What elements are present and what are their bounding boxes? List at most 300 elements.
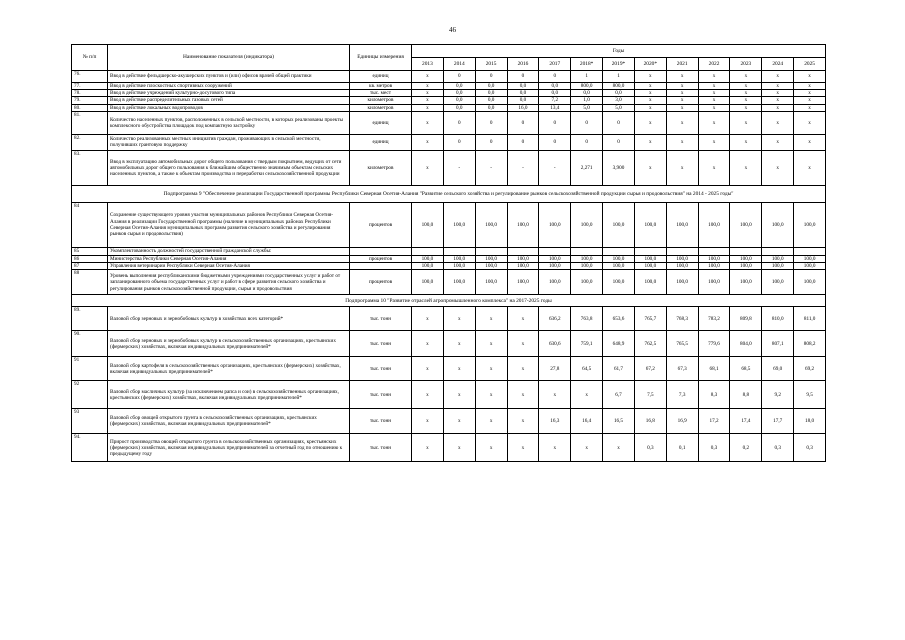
value-cell: 100,0: [698, 263, 730, 270]
value-cell: x: [634, 90, 666, 97]
value-cell: x: [634, 134, 666, 150]
value-cell: [443, 247, 475, 255]
value-cell: 0,0: [475, 83, 507, 90]
value-cell: 763,8: [571, 307, 603, 331]
value-cell: 61,7: [603, 357, 635, 381]
value-cell: x: [412, 307, 444, 331]
value-cell: [794, 247, 826, 255]
header-year: 2022: [698, 58, 730, 71]
value-cell: x: [730, 97, 762, 104]
value-cell: x: [443, 434, 475, 462]
unit-cell: тыс. тонн: [350, 307, 412, 331]
indicator-name: Сохранение существующего уровня участия муниципальных районов Республики Северная Осетия-Алания в реализации Государственной программы (наличие в муниципальных районах Республики Северная Осетия-Алания муниципальных программ развития сельского хозяйства и регулирования рынков сырья и продовольствия): [108, 202, 350, 247]
header-year: 2017: [539, 58, 571, 71]
header-year: 2014: [443, 58, 475, 71]
value-cell: x: [762, 71, 794, 83]
value-cell: 68,5: [730, 357, 762, 381]
table-row: [72, 381, 826, 409]
unit-cell: километров: [350, 150, 412, 185]
value-cell: 5,0: [603, 104, 635, 111]
unit-cell: [350, 247, 412, 255]
value-cell: x: [603, 434, 635, 462]
row-number: 86: [72, 255, 108, 262]
value-cell: x: [443, 307, 475, 331]
value-cell: 100,0: [507, 202, 539, 247]
value-cell: x: [507, 409, 539, 434]
value-cell: [507, 247, 539, 255]
value-cell: 6,7: [603, 381, 635, 409]
value-cell: -: [539, 150, 571, 185]
unit-cell: процентов: [350, 270, 412, 295]
value-cell: x: [794, 83, 826, 90]
unit-cell: километров: [350, 97, 412, 104]
value-cell: 0,0: [443, 97, 475, 104]
value-cell: x: [794, 90, 826, 97]
value-cell: x: [666, 90, 698, 97]
value-cell: 100,0: [698, 202, 730, 247]
value-cell: 768,3: [666, 307, 698, 331]
value-cell: 16,5: [603, 409, 635, 434]
value-cell: 17,7: [762, 409, 794, 434]
value-cell: x: [475, 357, 507, 381]
value-cell: 0,0: [603, 90, 635, 97]
value-cell: x: [412, 357, 444, 381]
unit-cell: тыс. тонн: [350, 434, 412, 462]
value-cell: [634, 247, 666, 255]
value-cell: 16,9: [666, 409, 698, 434]
indicator-name: Валовой сбор овощей открытого грунта в сельскохозяйственных организациях, крестьянских (фермерских) хозяйствах, включая индивидуальных предпринимателей*: [108, 409, 350, 434]
value-cell: 100,0: [475, 255, 507, 262]
value-cell: x: [507, 434, 539, 462]
value-cell: 1,0: [571, 97, 603, 104]
value-cell: 100,0: [698, 255, 730, 262]
row-number: 92: [72, 381, 108, 409]
value-cell: 0,0: [443, 83, 475, 90]
value-cell: 100,0: [412, 270, 444, 295]
header-year: 2021: [666, 58, 698, 71]
value-cell: x: [698, 111, 730, 134]
value-cell: 0,3: [634, 434, 666, 462]
header-year: 2019*: [603, 58, 635, 71]
value-cell: 765,5: [666, 331, 698, 357]
value-cell: 0: [475, 134, 507, 150]
value-cell: x: [762, 83, 794, 90]
value-cell: 9,5: [794, 381, 826, 409]
value-cell: x: [698, 97, 730, 104]
value-cell: 100,0: [794, 270, 826, 295]
value-cell: 16,8: [634, 409, 666, 434]
header-years-group: Годы: [412, 45, 826, 58]
unit-cell: тыс. тонн: [350, 357, 412, 381]
value-cell: 7,5: [634, 381, 666, 409]
value-cell: x: [539, 434, 571, 462]
value-cell: 0,1: [666, 434, 698, 462]
value-cell: 0,0: [475, 90, 507, 97]
indicator-name: Валовой сбор масличных культур (за исключением рапса и сои) в сельскохозяйственных организациях, крестьянских (фермерских) хозяйствах, включая индивидуальных предпринимателей*: [108, 381, 350, 409]
value-cell: x: [666, 97, 698, 104]
row-number: 78.: [72, 90, 108, 97]
value-cell: x: [634, 97, 666, 104]
indicator-name: Валовой сбор картофеля в сельскохозяйственных организациях, крестьянских (фермерских) хозяйствах, включая индивидуальных предпринимателей*: [108, 357, 350, 381]
value-cell: 3,900: [603, 150, 635, 185]
value-cell: 100,0: [571, 202, 603, 247]
value-cell: x: [475, 409, 507, 434]
indicator-name: Количество населенных пунктов, расположенных в сельской местности, в которых реализованы проекты комплексного обустройства площадок под компактную застройку: [108, 111, 350, 134]
value-cell: 100,0: [603, 255, 635, 262]
value-cell: 0: [539, 71, 571, 83]
table-row: [72, 104, 826, 111]
row-number: 76.: [72, 71, 108, 83]
value-cell: 100,0: [539, 270, 571, 295]
indicators-table: [71, 44, 826, 462]
value-cell: x: [794, 97, 826, 104]
table-row: [72, 97, 826, 104]
value-cell: 0,3: [762, 434, 794, 462]
value-cell: x: [666, 104, 698, 111]
value-cell: 100,0: [475, 202, 507, 247]
subprogram-row: [72, 185, 826, 202]
table-body: [72, 71, 826, 462]
value-cell: [412, 247, 444, 255]
indicator-name: Ввод в действие локальных водопроводов: [108, 104, 350, 111]
value-cell: 100,0: [762, 202, 794, 247]
value-cell: 648,9: [603, 331, 635, 357]
value-cell: x: [507, 307, 539, 331]
value-cell: x: [412, 104, 444, 111]
value-cell: 0,2: [730, 434, 762, 462]
unit-cell: тыс. мест: [350, 90, 412, 97]
value-cell: x: [794, 150, 826, 185]
indicator-name: Укомплектованность должностей государственной гражданской службы:: [108, 247, 350, 255]
table-row: [72, 270, 826, 295]
value-cell: 100,0: [412, 255, 444, 262]
table-row: [72, 134, 826, 150]
unit-cell: единиц: [350, 134, 412, 150]
value-cell: 811,0: [794, 307, 826, 331]
value-cell: [539, 247, 571, 255]
value-cell: 759,1: [571, 331, 603, 357]
value-cell: 653,6: [603, 307, 635, 331]
value-cell: 17,2: [698, 409, 730, 434]
value-cell: x: [698, 71, 730, 83]
value-cell: 100,0: [762, 263, 794, 270]
row-number: 82.: [72, 134, 108, 150]
value-cell: 804,0: [730, 331, 762, 357]
value-cell: 0,0: [571, 90, 603, 97]
value-cell: 765,7: [634, 307, 666, 331]
row-number: 89.: [72, 307, 108, 331]
unit-cell: единиц: [350, 71, 412, 83]
value-cell: [571, 247, 603, 255]
value-cell: 8,3: [698, 381, 730, 409]
value-cell: 5,0: [571, 104, 603, 111]
unit-cell: единиц: [350, 111, 412, 134]
table-row: [72, 90, 826, 97]
table-row: [72, 331, 826, 357]
value-cell: -: [475, 150, 507, 185]
value-cell: 0,0: [507, 97, 539, 104]
table-row: [72, 71, 826, 83]
row-number: 81.: [72, 111, 108, 134]
value-cell: 0,0: [507, 83, 539, 90]
value-cell: 1: [571, 71, 603, 83]
value-cell: x: [698, 134, 730, 150]
value-cell: 809,8: [730, 307, 762, 331]
value-cell: 69,0: [762, 357, 794, 381]
row-number: 85: [72, 247, 108, 255]
value-cell: x: [730, 134, 762, 150]
table-row: [72, 247, 826, 255]
table-row: [72, 307, 826, 331]
value-cell: 0,0: [443, 90, 475, 97]
value-cell: 100,0: [507, 263, 539, 270]
table-row: [72, 263, 826, 270]
value-cell: -: [443, 150, 475, 185]
value-cell: x: [412, 434, 444, 462]
value-cell: [698, 247, 730, 255]
value-cell: 100,0: [603, 263, 635, 270]
unit-cell: процентов: [350, 255, 412, 262]
value-cell: 16,0: [507, 104, 539, 111]
value-cell: x: [634, 83, 666, 90]
value-cell: 27,8: [539, 357, 571, 381]
table-row: [72, 83, 826, 90]
indicator-name: Ввод в эксплуатацию автомобильных дорог общего пользования с твердым покрытием, ведущих от сети автомобильных дорог общего пользования к ближайшим общественно значимым объектам сельских населенных пунктов, а также к объектам производства и переработки сельскохозяйственной продукции: [108, 150, 350, 185]
value-cell: 2,271: [571, 150, 603, 185]
value-cell: 100,0: [634, 255, 666, 262]
value-cell: 100,0: [698, 270, 730, 295]
unit-cell: процентов: [350, 202, 412, 247]
header-year: 2025: [794, 58, 826, 71]
value-cell: 783,2: [698, 307, 730, 331]
value-cell: 0,3: [794, 434, 826, 462]
header-year: 2018*: [571, 58, 603, 71]
value-cell: 100,0: [507, 255, 539, 262]
header-year: 2016: [507, 58, 539, 71]
value-cell: 68,1: [698, 357, 730, 381]
value-cell: x: [794, 71, 826, 83]
subprogram-title: Подпрограмма 9 "Обеспечение реализации Государственной программы Республики Северная Осетия-Алания "Развитие сельского хозяйства и регулирование рынков сельскохозяйственной продукции сырья и продовольствия" на 2014 - 2025 годы": [72, 185, 826, 202]
value-cell: x: [762, 90, 794, 97]
indicator-name: Министерства Республики Северная Осетия-Алания: [108, 255, 350, 262]
header-year: 2020*: [634, 58, 666, 71]
unit-cell: тыс. тонн: [350, 381, 412, 409]
value-cell: 7,3: [666, 381, 698, 409]
header-num: № п/п: [72, 45, 108, 71]
value-cell: 0: [571, 134, 603, 150]
value-cell: 100,0: [412, 202, 444, 247]
value-cell: 0: [507, 111, 539, 134]
value-cell: 100,0: [571, 263, 603, 270]
value-cell: 100,0: [666, 202, 698, 247]
value-cell: 100,0: [603, 202, 635, 247]
value-cell: x: [412, 381, 444, 409]
row-number: 77.: [72, 83, 108, 90]
value-cell: x: [762, 104, 794, 111]
value-cell: x: [698, 83, 730, 90]
value-cell: 0: [443, 111, 475, 134]
value-cell: x: [794, 134, 826, 150]
value-cell: 100,0: [794, 263, 826, 270]
row-number: 87: [72, 263, 108, 270]
value-cell: 0: [603, 134, 635, 150]
row-number: 91: [72, 357, 108, 381]
value-cell: 800,0: [571, 83, 603, 90]
indicator-name: Ввод в действие учреждений культурно-досугового типа: [108, 90, 350, 97]
value-cell: x: [666, 134, 698, 150]
table-header: [72, 45, 826, 71]
value-cell: x: [412, 90, 444, 97]
value-cell: [603, 247, 635, 255]
value-cell: 0: [507, 71, 539, 83]
value-cell: x: [412, 150, 444, 185]
value-cell: 100,0: [603, 270, 635, 295]
value-cell: [762, 247, 794, 255]
value-cell: 0,0: [539, 83, 571, 90]
value-cell: 1: [603, 71, 635, 83]
value-cell: x: [698, 104, 730, 111]
value-cell: 67,3: [666, 357, 698, 381]
row-number: 90.: [72, 331, 108, 357]
unit-cell: километров: [350, 104, 412, 111]
value-cell: x: [412, 97, 444, 104]
value-cell: 100,0: [666, 263, 698, 270]
value-cell: 100,0: [443, 202, 475, 247]
value-cell: x: [730, 150, 762, 185]
value-cell: 0: [475, 111, 507, 134]
indicator-name: Прирост производства овощей открытого грунта в сельскохозяйственных организациях, крестьянских (фермерских) хозяйствах, включая индивидуальных предпринимателей за отчетный год по отношению к предыдущему году: [108, 434, 350, 462]
value-cell: x: [762, 150, 794, 185]
value-cell: x: [666, 150, 698, 185]
value-cell: 8,8: [730, 381, 762, 409]
value-cell: x: [571, 381, 603, 409]
value-cell: x: [794, 111, 826, 134]
indicator-name: Валовой сбор зерновых и зернобобовых культур в хозяйствах всех категорий*: [108, 307, 350, 331]
value-cell: x: [443, 331, 475, 357]
value-cell: x: [666, 83, 698, 90]
value-cell: 636,2: [539, 307, 571, 331]
value-cell: 100,0: [794, 255, 826, 262]
table-row: [72, 150, 826, 185]
value-cell: 100,0: [475, 270, 507, 295]
value-cell: 0,0: [475, 104, 507, 111]
value-cell: 100,0: [443, 270, 475, 295]
value-cell: x: [475, 331, 507, 357]
value-cell: -: [507, 150, 539, 185]
value-cell: 16,3: [539, 409, 571, 434]
value-cell: 100,0: [571, 270, 603, 295]
header-year: 2024: [762, 58, 794, 71]
value-cell: x: [666, 71, 698, 83]
value-cell: x: [475, 307, 507, 331]
value-cell: 100,0: [412, 263, 444, 270]
table-row: [72, 255, 826, 262]
value-cell: 0: [539, 111, 571, 134]
table-row: [72, 111, 826, 134]
value-cell: x: [634, 71, 666, 83]
value-cell: x: [571, 434, 603, 462]
value-cell: [475, 247, 507, 255]
value-cell: 807,1: [762, 331, 794, 357]
value-cell: x: [412, 111, 444, 134]
value-cell: x: [698, 150, 730, 185]
header-name: Наименование показателя (индикатора): [108, 45, 350, 71]
indicator-name: Уровень выполнения республиканскими бюджетными учреждениями государственных услуг и работ от запланированного объема государственных услуг и работ в сфере развития сельского хозяйства и регулирования рынков сельскохозяйственной продукции, сырья и продовольствия: [108, 270, 350, 295]
value-cell: x: [475, 434, 507, 462]
value-cell: 630,6: [539, 331, 571, 357]
table-row: [72, 357, 826, 381]
value-cell: 0: [443, 134, 475, 150]
value-cell: x: [698, 90, 730, 97]
header-year: 2015: [475, 58, 507, 71]
row-number: 88: [72, 270, 108, 295]
value-cell: x: [475, 381, 507, 409]
value-cell: 100,0: [730, 263, 762, 270]
value-cell: x: [634, 150, 666, 185]
indicator-name: Ввод в действие плоскостных спортивных сооружений: [108, 83, 350, 90]
value-cell: 0: [539, 134, 571, 150]
value-cell: x: [762, 134, 794, 150]
table-row: [72, 202, 826, 247]
value-cell: x: [443, 409, 475, 434]
value-cell: 67,2: [634, 357, 666, 381]
row-number: 80.: [72, 104, 108, 111]
value-cell: 16,4: [571, 409, 603, 434]
value-cell: x: [507, 331, 539, 357]
value-cell: 100,0: [539, 255, 571, 262]
value-cell: 0: [603, 111, 635, 134]
value-cell: x: [762, 111, 794, 134]
value-cell: [666, 247, 698, 255]
value-cell: 100,0: [730, 202, 762, 247]
value-cell: 779,6: [698, 331, 730, 357]
indicator-name: Количество реализованных местных инициатив граждан, проживающих в сельской местности, получивших грантовую поддержку: [108, 134, 350, 150]
row-number: 94.: [72, 434, 108, 462]
value-cell: 0: [443, 71, 475, 83]
value-cell: 100,0: [634, 270, 666, 295]
value-cell: x: [443, 357, 475, 381]
row-number: 79.: [72, 97, 108, 104]
value-cell: 3,0: [603, 97, 635, 104]
value-cell: 64,5: [571, 357, 603, 381]
value-cell: x: [507, 381, 539, 409]
value-cell: 7,2: [539, 97, 571, 104]
value-cell: 762,5: [634, 331, 666, 357]
value-cell: x: [666, 111, 698, 134]
unit-cell: тыс. тонн: [350, 409, 412, 434]
value-cell: x: [730, 90, 762, 97]
value-cell: x: [730, 104, 762, 111]
value-cell: x: [412, 134, 444, 150]
value-cell: 100,0: [539, 263, 571, 270]
value-cell: 0,0: [443, 104, 475, 111]
value-cell: x: [412, 71, 444, 83]
value-cell: 810,0: [762, 307, 794, 331]
value-cell: 0,3: [698, 434, 730, 462]
value-cell: x: [730, 71, 762, 83]
value-cell: 0,0: [539, 90, 571, 97]
value-cell: 0: [475, 71, 507, 83]
header-year: 2023: [730, 58, 762, 71]
value-cell: [730, 247, 762, 255]
value-cell: x: [762, 97, 794, 104]
page-number: 46: [449, 26, 456, 34]
value-cell: 17,4: [730, 409, 762, 434]
header-year: 2013: [412, 58, 444, 71]
table-row: [72, 434, 826, 462]
value-cell: 100,0: [443, 263, 475, 270]
value-cell: 13,4: [539, 104, 571, 111]
